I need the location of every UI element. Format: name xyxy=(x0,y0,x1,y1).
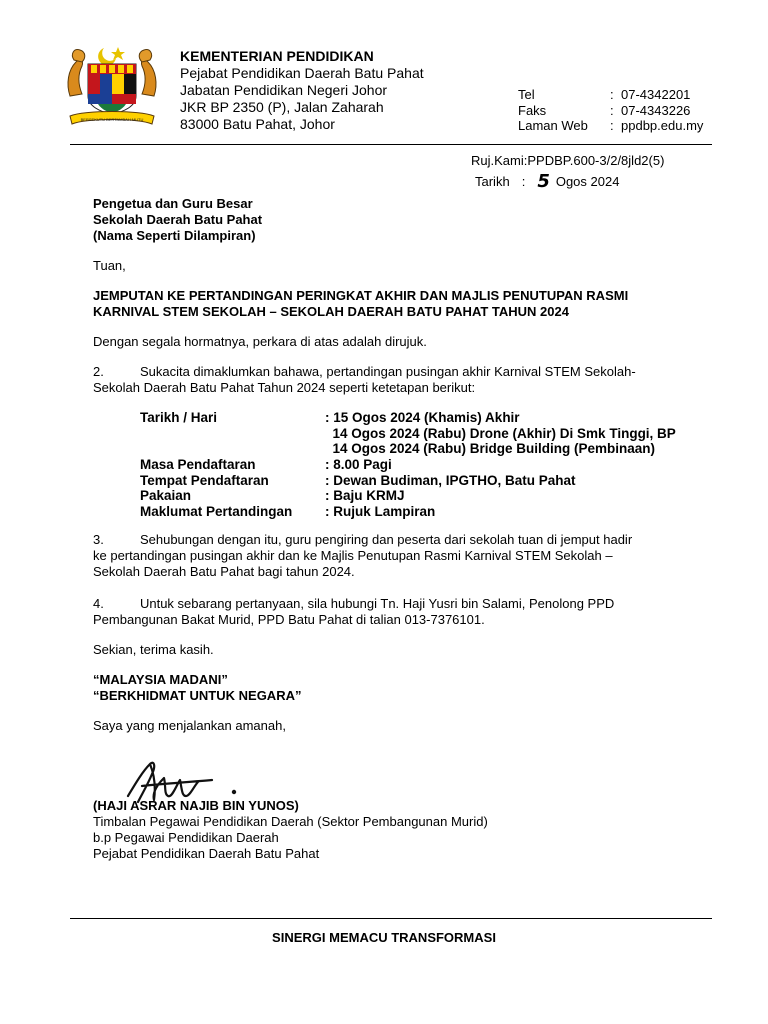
details-key: Pakaian xyxy=(140,488,192,504)
footer-divider xyxy=(70,918,712,919)
address-line: JKR BP 2350 (P), Jalan Zaharah xyxy=(180,99,384,115)
recipient-line: (Nama Seperti Dilampiran) xyxy=(93,228,256,243)
trust-line: Saya yang menjalankan amanah, xyxy=(93,718,286,733)
signatory-title: b.p Pegawai Pendidikan Daerah xyxy=(93,830,279,845)
details-row xyxy=(140,441,676,457)
date-month-year: Ogos 2024 xyxy=(555,174,620,189)
paragraph-line: 4. Untuk sebarang pertanyaan, sila hubungi Tn. Haji Yusri bin Salami, Penolong PPD xyxy=(93,596,615,611)
contact-details xyxy=(518,87,703,134)
contact-label: Tel xyxy=(518,87,535,102)
reference-number: Ruj.Kami:PPDBP.600-3/2/8jld2(5) xyxy=(471,153,665,168)
details-key: Tempat Pendaftaran xyxy=(140,472,269,488)
details-key: Tarikh / Hari xyxy=(140,410,218,425)
subject-line: JEMPUTAN KE PERTANDINGAN PERINGKAT AKHIR DAN MAJLIS PENUTUPAN RASMI xyxy=(93,288,629,303)
details-key xyxy=(140,441,325,457)
paragraph-line: Sekolah Daerah Batu Pahat bagi tahun 2024. xyxy=(93,564,355,579)
signatory-name: (HAJI ASRAR NAJIB BIN YUNOS) xyxy=(93,798,299,813)
details-key: Masa Pendaftaran xyxy=(140,457,256,473)
contact-separator: : xyxy=(610,87,614,102)
recipient-block xyxy=(93,196,262,244)
signatory-block xyxy=(93,798,687,862)
contact-label: Laman Web xyxy=(518,118,588,133)
date-day-handwritten: 5 xyxy=(537,171,550,192)
slogan-line: “MALAYSIA MADANI” xyxy=(93,672,228,687)
details-value: 14 Ogos 2024 (Rabu) Drone (Akhir) Di Smk Tinggi, BP xyxy=(325,425,676,441)
contact-value: 07-4342201 xyxy=(621,87,691,102)
paragraph-line: ke pertandingan pusingan akhir dan ke Majlis Penutupan Rasmi Karnival STEM Sekolah – xyxy=(93,548,613,563)
details-key xyxy=(140,426,325,442)
date-separator: : xyxy=(521,174,526,189)
svg-text:BERSEKUTU BERTAMBAH MUTU: BERSEKUTU BERTAMBAH MUTU xyxy=(80,117,144,122)
footer-motto: SINERGI MEMACU TRANSFORMASI xyxy=(272,930,496,945)
paragraph-line: 2. Sukacita dimaklumkan bahawa, pertandingan pusingan akhir Karnival STEM Sekolah- xyxy=(93,364,636,379)
contact-separator: : xyxy=(610,118,614,133)
recipient-line: Pengetua dan Guru Besar xyxy=(93,196,253,211)
letterhead-address xyxy=(180,48,424,133)
signatory-title: Timbalan Pegawai Pendidikan Daerah (Sektor Pembangunan Murid) xyxy=(93,814,488,829)
details-value: : 8.00 Pagi xyxy=(325,457,392,473)
contact-row-tel xyxy=(518,87,703,103)
details-row xyxy=(140,473,676,489)
salutation: Tuan, xyxy=(93,258,126,273)
contact-value: ppdbp.edu.my xyxy=(621,118,704,133)
slogans xyxy=(93,672,687,704)
address-line: 83000 Batu Pahat, Johor xyxy=(180,116,335,132)
address-line: Pejabat Pendidikan Daerah Batu Pahat xyxy=(180,65,424,81)
recipient-line: Sekolah Daerah Batu Pahat xyxy=(93,212,263,227)
details-value: : Baju KRMJ xyxy=(325,488,405,504)
paragraph-4 xyxy=(93,596,687,628)
address-line: Jabatan Pendidikan Negeri Johor xyxy=(180,82,388,98)
details-value: : Dewan Budiman, IPGTHO, Batu Pahat xyxy=(325,472,576,488)
coat-of-arms-logo xyxy=(64,44,160,130)
event-details-table xyxy=(140,410,676,520)
paragraph-line: Sekolah Daerah Batu Pahat Tahun 2024 seperti ketetapan berikut: xyxy=(93,380,476,395)
slogan-line: “BERKHIDMAT UNTUK NEGARA” xyxy=(93,688,302,703)
opening-paragraph: Dengan segala hormatnya, perkara di atas adalah dirujuk. xyxy=(93,334,427,349)
details-value: : Rujuk Lampiran xyxy=(325,504,436,520)
subject-line: KARNIVAL STEM SEKOLAH – SEKOLAH DAERAH BATU PAHAT TAHUN 2024 xyxy=(93,304,569,319)
details-row xyxy=(140,426,676,442)
date-line xyxy=(475,171,620,192)
details-row xyxy=(140,488,676,504)
subject-heading xyxy=(93,288,687,320)
date-label: Tarikh xyxy=(475,174,510,189)
ministry-name: KEMENTERIAN PENDIDIKAN xyxy=(180,48,374,64)
details-value: : 15 Ogos 2024 (Khamis) Akhir xyxy=(325,410,520,425)
details-row xyxy=(140,504,676,520)
paragraph-line: 3. Sehubungan dengan itu, guru pengiring dan peserta dari sekolah tuan di jemput hadir xyxy=(93,532,633,547)
paragraph-line: Pembangunan Bakat Murid, PPD Batu Pahat di talian 013-7376101. xyxy=(93,612,485,627)
contact-label: Faks xyxy=(518,102,547,118)
details-value: 14 Ogos 2024 (Rabu) Bridge Building (Pembinaan) xyxy=(325,441,656,457)
paragraph-3 xyxy=(93,532,687,580)
paragraph-2 xyxy=(93,364,687,396)
contact-row-fax xyxy=(518,103,703,119)
contact-separator: : xyxy=(610,102,614,118)
closing-remark: Sekian, terima kasih. xyxy=(93,642,214,657)
header-divider xyxy=(70,144,712,145)
contact-row-web xyxy=(518,118,703,134)
signatory-title: Pejabat Pendidikan Daerah Batu Pahat xyxy=(93,846,320,861)
details-row xyxy=(140,410,676,426)
details-row xyxy=(140,457,676,473)
contact-value: 07-4343226 xyxy=(621,102,691,118)
details-key: Maklumat Pertandingan xyxy=(140,504,293,520)
